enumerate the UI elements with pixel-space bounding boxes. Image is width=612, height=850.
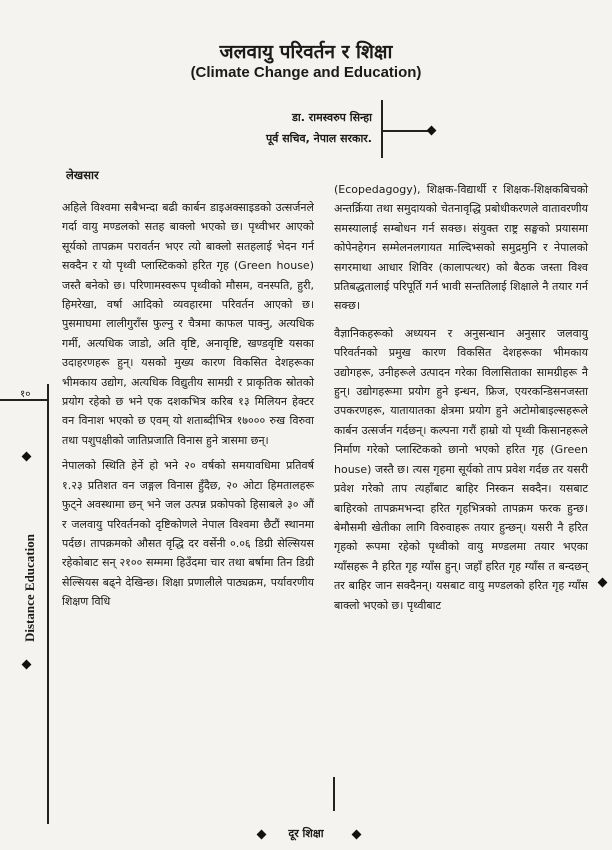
author-horizontal-rule bbox=[381, 130, 428, 132]
article-title: जलवायु परिवर्तन र शिक्षा bbox=[219, 41, 393, 63]
column-divider-rule bbox=[333, 777, 335, 811]
left-paragraph-1: अहिले विश्वमा सबैभन्दा बढी कार्बन डाइअक्साइडको उत्सर्जनले गर्दा वायु मण्डलको सतह बाक्लो भएको छ। पृथ्वीभर आएको सूर्यको तापक्रम परावर्तन भएर त्यो बाक्लो सतहलाई भेदन गर्न सक्दैन र यो पृथ्वी प्लास्टिकको हरित गृह (Green house) जस्तै बनेको छ। परिणामस्वरूप पृथ्वीको मौसम, वनस्पति, हुरी, हिमरेखा, वर्षा आदिको व्यवहारमा परिवर्तन आएको छ। पुसमाघमा लालीगुराँस फुल्नु र चैत्रमा काफल पाक्नु, अत्यधिक गर्मी, अत्यधिक जाडो, अति वृष्टि, अनावृष्टि, खण्डवृष्टि यसका उदाहरणहरू हुन्। यसको मुख्य कारण विकसित देशहरूका भीमकाय उद्योग, अत्यधिक विद्युतीय सामग्री र प्राकृतिक स्रोतको प्रयोग रहेको छ भने एक दशकभित्र करिब १३ मिलियन हेक्टर वन विनाश भएको छ एवम् यो शताब्दीभित्र १७००० रुख विरुवा तथा पशुपक्षीको जातिप्रजाति विनास हुने त्रासमा छन्। bbox=[62, 201, 314, 447]
section-label: Distance Education bbox=[22, 534, 37, 642]
article-subtitle: (Climate Change and Education) bbox=[190, 64, 422, 81]
right-paragraph-1: (Ecopedagogy), शिक्षक-विद्यार्थी र शिक्षक-शिक्षकबिचको अन्तर्क्रिया तथा समुदायको चेतनावृद्धि प्रबोधीकरणले वातावरणीय समस्यालाई सम्बोधन गर्न सक्छ। संयुक्त राष्ट्र सङ्घको प्रयासमा कोपेनहेगन सम्मेलनलगायत माल्दिभ्सको समुद्रमुनि र नेपालको सगरमाथा आधार शिविर (कालापत्थर) को बैठक जस्ता विश्व प्रतिबद्धतालाई परिपूर्ति गर्न भावी सन्ततिलाई शिक्षाले नै तयार गर्न सक्छ। bbox=[334, 183, 588, 313]
diamond-icon bbox=[598, 578, 608, 588]
footer-title: दूर शिक्षा bbox=[288, 827, 324, 840]
right-paragraph-2: वैज्ञानिकहरूको अध्ययन र अनुसन्धान अनुसार जलवायु परिवर्तनको प्रमुख कारण विकसित देशहरूका भीमकाय उद्योगहरू, उनीहरूले उत्पादन गरेका विलासिताका सामग्रीहरू नै हुन्। उद्योगहरूमा प्रयोग हुने इन्धन, फ्रिज, एयरकन्डिसनजस्ता उपकरणहरू, यातायातका क्षेत्रमा प्रयोग हुने अटोमोबाइल्सहरूले कार्बन उत्सर्जन गर्दछन्। कल्पना गरौं हाम्रो यो पृथ्वी किसानहरूले निर्माण गरेको प्लास्टिकको छानो भएको हरित गृह (Green house) जस्तै छ। त्यस गृहमा सूर्यको ताप प्रवेश गर्दछ तर यसरी प्रवेश गरेको ताप त्यहाँबाट बाहिर निस्कन सक्दैन। यसबाट बाहिरको तापक्रमभन्दा हरित गृहभित्रको तापक्रम फरक हुन्छ। बेमौसमी खेतीका लागि विरुवाहरू तयार हुन्छन्। यसरी नै हरित गृहको रूपमा रहेको पृथ्वीको वायु मण्डलमा तयार भएका ग्याँसहरू नै हरित गृह ग्याँस हुन्। जहाँ हरित गृह ग्याँस त बन्दछन् तर बाहिर जान सक्दैनन्। यसबाट वायु मण्डलको हरित गृह ग्याँस बाक्लो भएको छ। पृथ्वीबाट bbox=[334, 326, 588, 612]
diamond-icon bbox=[22, 660, 32, 670]
right-column bbox=[334, 180, 588, 615]
diamond-icon bbox=[22, 452, 32, 462]
left-column bbox=[62, 198, 314, 612]
page-number: १० bbox=[20, 389, 31, 400]
margin-vertical-rule bbox=[47, 384, 49, 824]
author-role: पूर्व सचिव, नेपाल सरकार. bbox=[266, 132, 372, 145]
abstract-heading: लेखसार bbox=[66, 168, 99, 182]
author-name: डा. रामस्वरुप सिन्हा bbox=[292, 111, 372, 124]
author-vertical-rule bbox=[381, 100, 383, 158]
left-paragraph-2: नेपालको स्थिति हेर्ने हो भने २० वर्षको समयावधिमा प्रतिवर्ष १.२३ प्रतिशत वन जङ्गल विनास हुँदैछ, २० ओटा हिमतालहरू फुट्ने अवस्थामा छन् भने जल उत्पन्न प्रकोपको हिसाबले ३० औं र जलवायु परिवर्तनको दृष्टिकोणले नेपाल विश्वमा छैटौं स्थानमा पर्दछ। तापक्रमको औसत वृद्धि दर वर्सेनी ०.०६ डिग्री सेल्सियस रहेकोबाट सन् २१०० सम्ममा हिउँदमा चार तथा बर्षामा तिन डिग्री सेल्सियस बढ्ने देखिन्छ। शिक्षा प्रणालीले पाठ्यक्रम, पर्यावरणीय शिक्षण विधि bbox=[62, 459, 314, 609]
diamond-icon bbox=[427, 126, 437, 136]
